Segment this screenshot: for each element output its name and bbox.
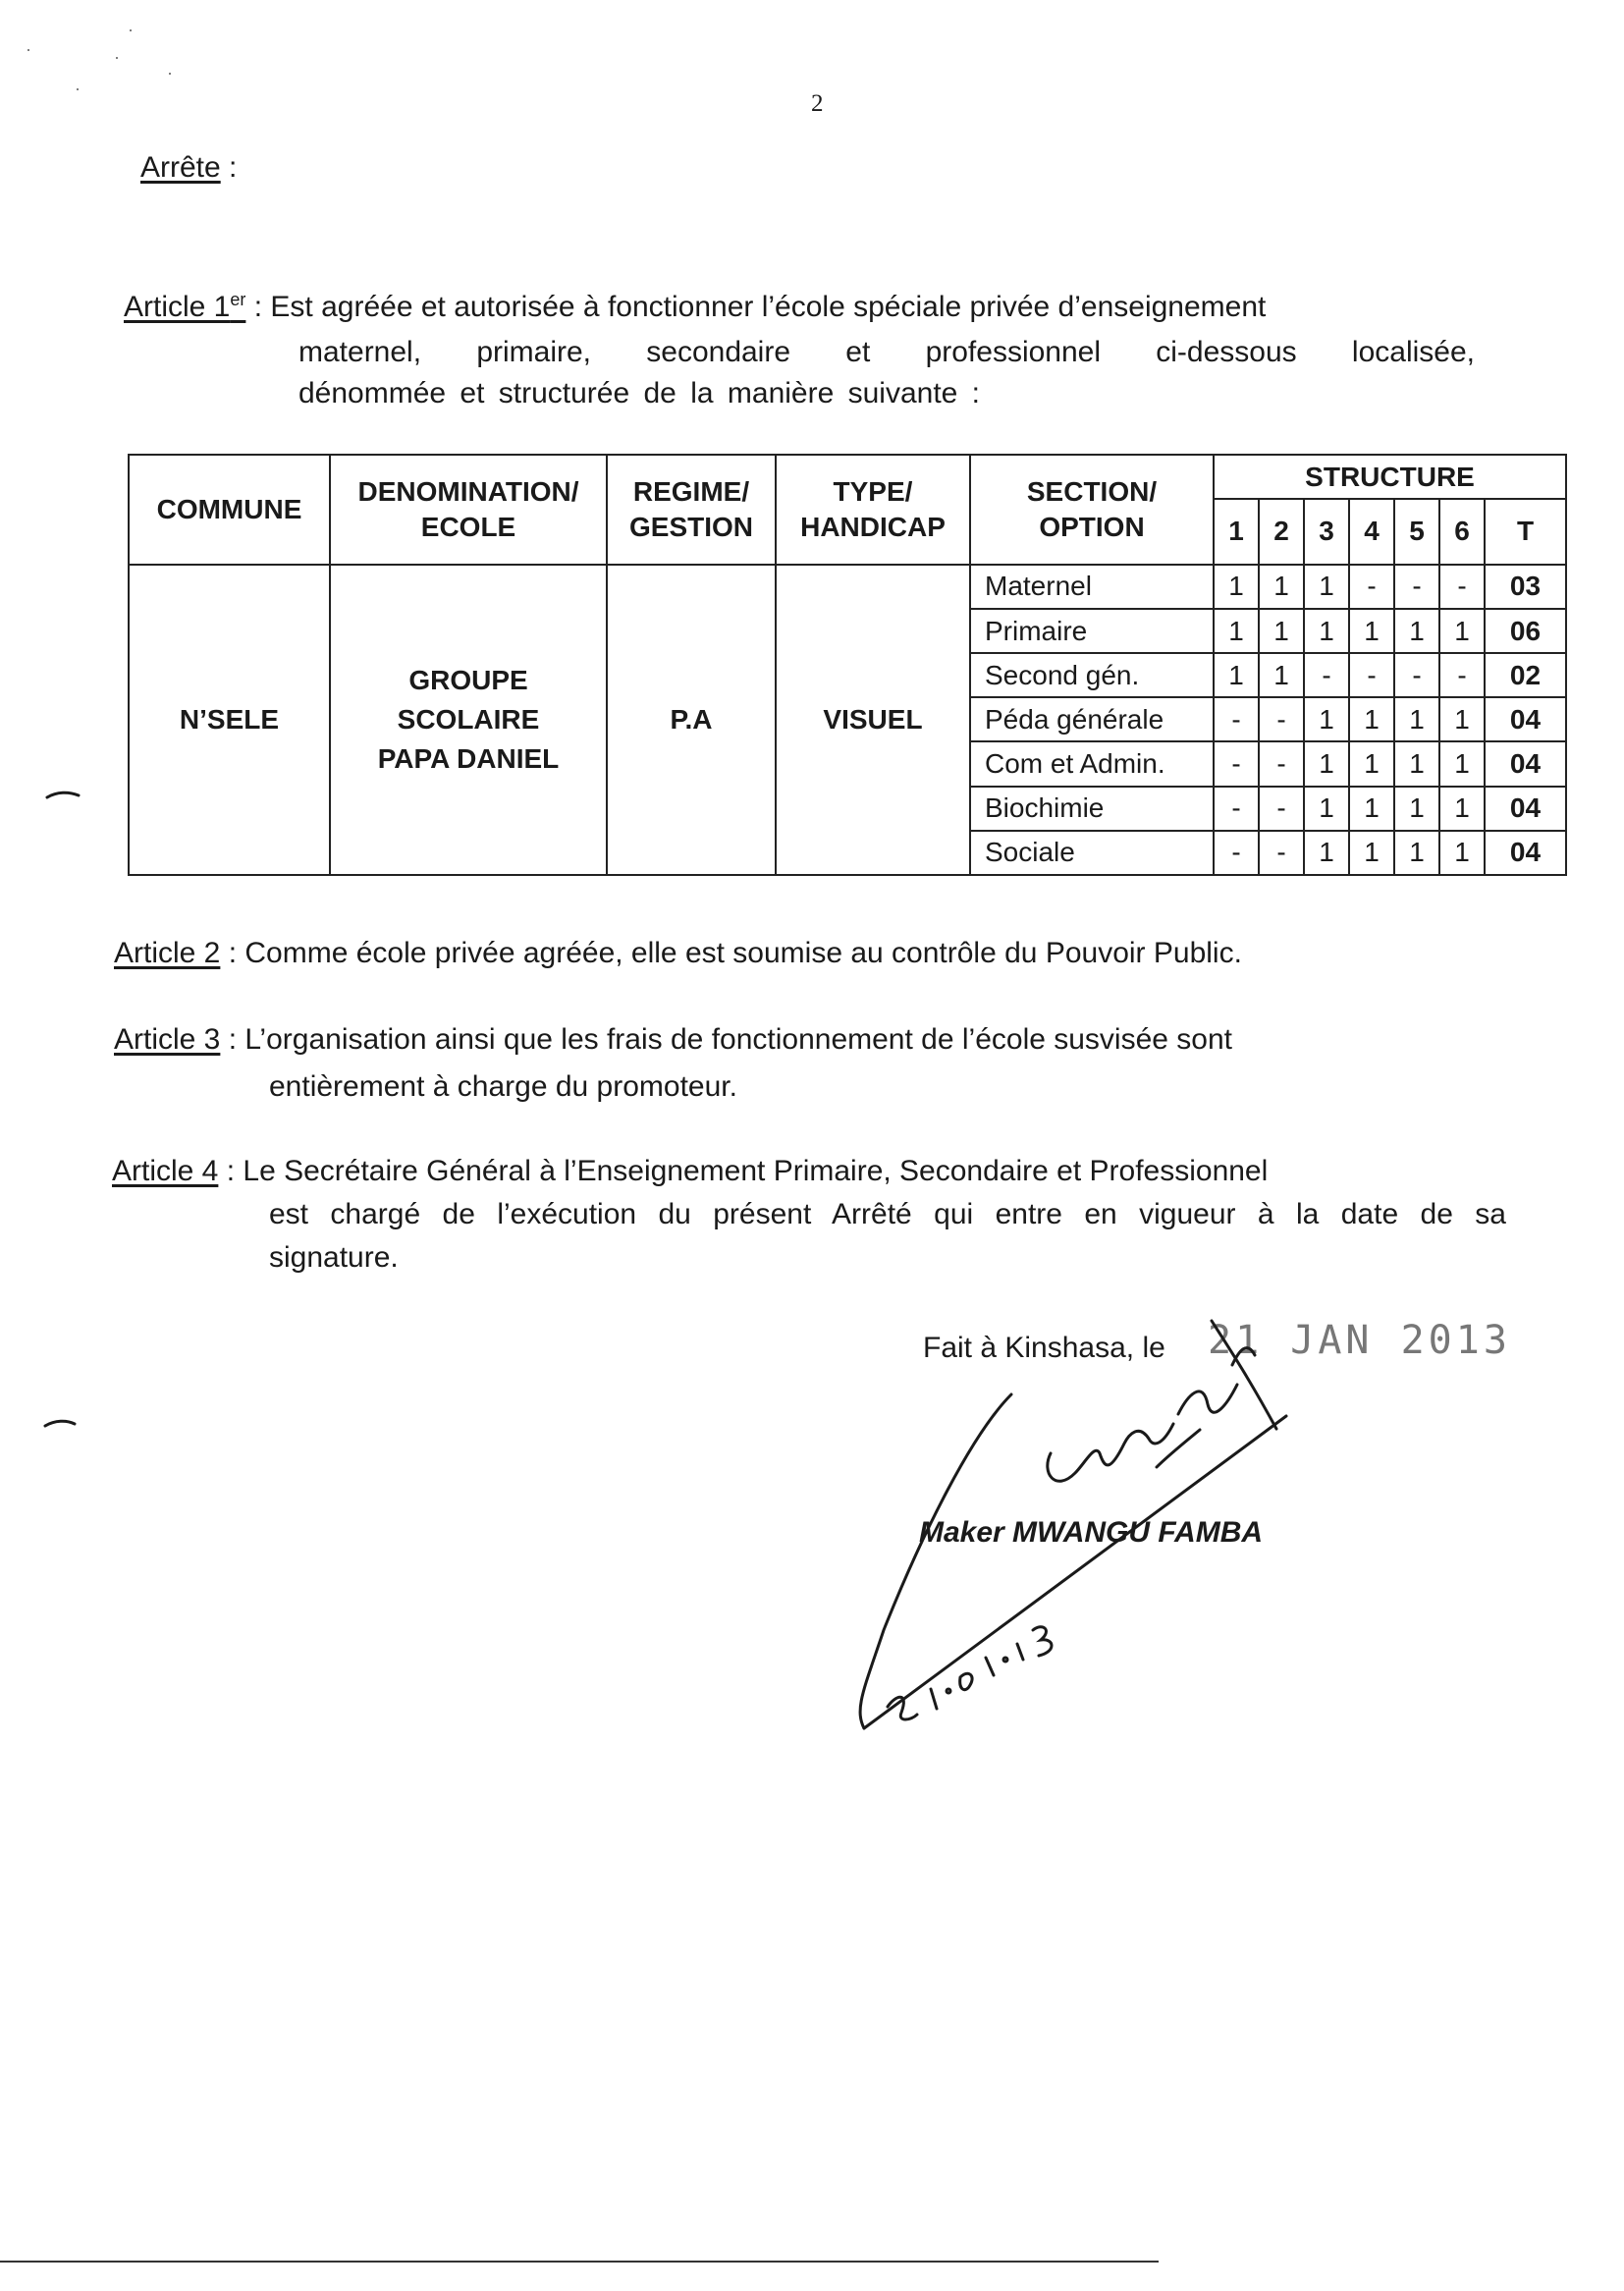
heading-colon: : — [220, 151, 238, 184]
level-1-cell: - — [1214, 741, 1259, 786]
total-cell: 04 — [1485, 741, 1566, 786]
level-1-cell: - — [1214, 787, 1259, 831]
section-option-cell: Second gén. — [970, 653, 1214, 697]
section-option-cell: Primaire — [970, 609, 1214, 653]
article-1-label: Article 1er — [124, 290, 246, 323]
level-2-cell: - — [1259, 741, 1304, 786]
article-4: Article 4 : Le Secrétaire Général à l’Enseignement Primaire, Secondaire et Professionnel — [112, 1155, 1269, 1187]
section-option-cell: Com et Admin. — [970, 741, 1214, 786]
article-4-line-1: Le Secrétaire Général à l’Enseignement Primaire, Secondaire et Professionnel — [243, 1155, 1269, 1187]
article-4-line-2: est chargé de l’exécution du présent Arrêté qui entre en vigueur à la date de sa — [269, 1198, 1506, 1230]
level-6-cell: 1 — [1439, 787, 1485, 831]
header-structure: STRUCTURE — [1214, 455, 1566, 499]
level-2-cell: 1 — [1259, 609, 1304, 653]
total-cell: 02 — [1485, 653, 1566, 697]
level-3-cell: 1 — [1304, 697, 1349, 741]
level-1-cell: 1 — [1214, 609, 1259, 653]
article-1-line-3: dénommée et structurée de la manière suivante : — [298, 377, 981, 409]
signatory-name: Maker MWANGU FAMBA — [919, 1516, 1264, 1549]
level-3-cell: 1 — [1304, 741, 1349, 786]
level-4-cell: 1 — [1349, 697, 1394, 741]
level-6-cell: 1 — [1439, 741, 1485, 786]
level-3-cell: 1 — [1304, 609, 1349, 653]
header-level-6: 6 — [1439, 499, 1485, 565]
article-2: Article 2 : Comme école privée agréée, elle est soumise au contrôle du Pouvoir Public. — [114, 937, 1242, 969]
level-6-cell: 1 — [1439, 697, 1485, 741]
total-cell: 06 — [1485, 609, 1566, 653]
header-level-4: 4 — [1349, 499, 1394, 565]
level-2-cell: - — [1259, 697, 1304, 741]
level-6-cell: 1 — [1439, 609, 1485, 653]
article-3-line-1: L’organisation ainsi que les frais de fonctionnement de l’école susvisée sont — [244, 1023, 1233, 1056]
header-level-3: 3 — [1304, 499, 1349, 565]
level-3-cell: 1 — [1304, 831, 1349, 875]
regime-cell: P.A — [607, 565, 776, 875]
article-3-line-2: entièrement à charge du promoteur. — [269, 1070, 737, 1103]
header-total: T — [1485, 499, 1566, 565]
header-level-2: 2 — [1259, 499, 1304, 565]
page-number: 2 — [811, 90, 824, 117]
school-name-cell: GROUPE SCOLAIRE PAPA DANIEL — [330, 565, 607, 875]
article-3-label: Article 3 — [114, 1023, 221, 1056]
section-option-cell: Biochimie — [970, 787, 1214, 831]
commune-cell: N’SELE — [129, 565, 330, 875]
level-5-cell: 1 — [1394, 741, 1439, 786]
section-option-cell: Sociale — [970, 831, 1214, 875]
date-stamp: 21 JAN 2013 — [1208, 1318, 1511, 1363]
level-4-cell: 1 — [1349, 787, 1394, 831]
header-level-1: 1 — [1214, 499, 1259, 565]
level-5-cell: - — [1394, 565, 1439, 609]
article-1-line-1: Est agréée et autorisée à fonctionner l’école spéciale privée d’enseignement — [270, 291, 1267, 323]
footer-rule — [0, 2261, 1159, 2263]
article-4-label: Article 4 — [112, 1155, 219, 1187]
header-section: SECTION/ OPTION — [970, 455, 1214, 565]
level-4-cell: - — [1349, 565, 1394, 609]
level-5-cell: 1 — [1394, 787, 1439, 831]
level-4-cell: - — [1349, 653, 1394, 697]
level-6-cell: 1 — [1439, 831, 1485, 875]
level-4-cell: 1 — [1349, 609, 1394, 653]
total-cell: 04 — [1485, 831, 1566, 875]
level-5-cell: 1 — [1394, 697, 1439, 741]
level-3-cell: 1 — [1304, 565, 1349, 609]
handicap-type-cell: VISUEL — [776, 565, 970, 875]
article-2-label: Article 2 — [114, 937, 221, 969]
article-1-line-2: maternel, primaire, secondaire et professionnel ci-dessous localisée, — [298, 336, 1475, 368]
total-cell: 03 — [1485, 565, 1566, 609]
level-2-cell: 1 — [1259, 653, 1304, 697]
article-1: Article 1er : Est agréée et autorisée à fonctionner l’école spéciale privée d’enseignement — [124, 290, 1267, 323]
level-5-cell: 1 — [1394, 831, 1439, 875]
heading-label: Arrête — [140, 151, 221, 184]
level-3-cell: - — [1304, 653, 1349, 697]
level-4-cell: 1 — [1349, 741, 1394, 786]
level-2-cell: - — [1259, 831, 1304, 875]
level-1-cell: - — [1214, 831, 1259, 875]
level-5-cell: 1 — [1394, 609, 1439, 653]
header-denomination: DENOMINATION/ ECOLE — [330, 455, 607, 565]
section-option-cell: Maternel — [970, 565, 1214, 609]
header-type: TYPE/ HANDICAP — [776, 455, 970, 565]
level-1-cell: 1 — [1214, 565, 1259, 609]
level-4-cell: 1 — [1349, 831, 1394, 875]
header-level-5: 5 — [1394, 499, 1439, 565]
level-2-cell: 1 — [1259, 565, 1304, 609]
header-regime: REGIME/ GESTION — [607, 455, 776, 565]
total-cell: 04 — [1485, 787, 1566, 831]
level-3-cell: 1 — [1304, 787, 1349, 831]
total-cell: 04 — [1485, 697, 1566, 741]
section-option-cell: Péda générale — [970, 697, 1214, 741]
header-commune: COMMUNE — [129, 455, 330, 565]
level-5-cell: - — [1394, 653, 1439, 697]
level-6-cell: - — [1439, 653, 1485, 697]
level-2-cell: - — [1259, 787, 1304, 831]
article-3: Article 3 : L’organisation ainsi que les frais de fonctionnement de l’école susvisée sont — [114, 1023, 1233, 1056]
place-and-date-label: Fait à Kinshasa, le — [923, 1332, 1165, 1364]
level-1-cell: 1 — [1214, 653, 1259, 697]
level-1-cell: - — [1214, 697, 1259, 741]
article-2-text: Comme école privée agréée, elle est soumise au contrôle du Pouvoir Public. — [244, 937, 1242, 969]
level-6-cell: - — [1439, 565, 1485, 609]
article-4-line-3: signature. — [269, 1241, 399, 1274]
